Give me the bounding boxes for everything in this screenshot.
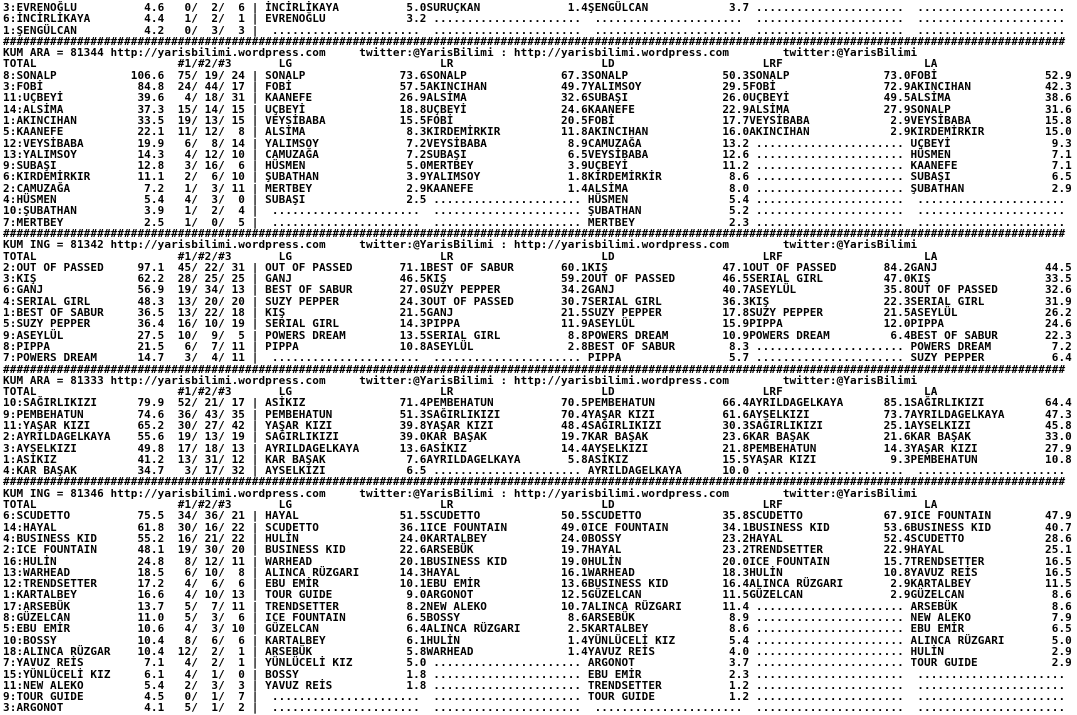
separator-line: ############################################################################################################################################################## [3,475,1066,489]
table-row: 2:CAMUZAĞA 7.2 1/ 3/ 11 | MERTBEY 2.9KAANEFE 1.4ALSİMA 8.0 ...................... ŞUBATHAN 2.9 [3,181,1072,195]
table-row: 11:YAŞAR KIZI 65.2 30/ 27/ 42 | YAŞAR KIZI 39.8YAŞAR KIZI 48.4SAĞIRLIKIZI 30.3SAĞIRLIKIZI 25.1AYSELKIZI 45.8 [3,418,1072,432]
table-row: 11:UÇBEYİ 39.6 4/ 18/ 31 | KAANEFE 26.9ALSİMA 32.6SUBAŞI 26.0UÇBEYİ 49.5ALSİMA 38.6 [3,91,1072,105]
table-row: 4:HÜSMEN 5.4 4/ 3/ 0 | SUBAŞI 2.5 ...................... HÜSMEN 5.4 ...................... ...................... [3,193,1072,207]
separator-line: ############################################################################################################################################################## [3,362,1066,376]
table-row: 16:HULİN 24.8 8/ 12/ 11 | WARHEAD 20.1BUSINESS KID 19.0HULİN 20.0ICE FOUNTAIN 15.7TRENDSETTER 16.5 [3,554,1072,568]
table-row: 11:NEW ALEKO 5.4 2/ 3/ 3 | YAVUZ REİS 1.8 ...................... TRENDSETTER 1.2 ...................... ...................... [3,678,1072,692]
block-title: KUM ING = 81342 http://yarisbilimi.wordpress.com twitter:@YarisBilimi : http://yarisbilimi.wordpress.com twitter:@YarisBilimi [3,238,918,252]
table-row: 2:ICE FOUNTAIN 48.1 19/ 30/ 20 | BUSINESS KID 22.6ARSEBÜK 19.7HAYAL 23.2TRENDSETTER 22.9HAYAL 25.1 [3,543,1072,557]
table-row: 3:AYSELKIZI 49.8 17/ 18/ 13 | AYRILDAGELKAYA 13.6ASİKIZ 14.4AYSELKIZI 21.8PEMBEHATUN 14.3YAŞAR KIZI 27.9 [3,441,1072,455]
table-row: 1:KARTALBEY 16.6 4/ 10/ 13 | TOUR GUIDE 9.0ARGONOT 12.5GÜZELCAN 11.5GÜZELCAN 2.9GÜZELCAN 8.6 [3,588,1072,602]
table-row: 14:ALSİMA 37.3 15/ 14/ 15 | UÇBEYİ 18.8UÇBEYİ 24.6KAANEFE 22.9ALSİMA 27.9SONALP 31.6 [3,102,1072,116]
block-title: KUM ING = 81346 http://yarisbilimi.wordpress.com twitter:@YarisBilimi : http://yarisbilimi.wordpress.com twitter:@YarisBilimi [3,486,918,500]
table-row: 10:ŞUBATHAN 3.9 1/ 2/ 4 | ...................... ...................... ŞUBATHAN 5.2 ...................... ...................... [3,204,1072,218]
table-row: 7:MERTBEY 2.5 1/ 0/ 5 | ...................... ...................... MERTBEY 2.3 ...................... ...................... [3,215,1072,229]
table-row: 6:İNCİRLİKAYA 4.4 1/ 2/ 1 | EVRENOĞLU 3.2 ...................... ...................... ...................... ...................... [3,12,1072,26]
table-row: 1:ASİKIZ 41.2 13/ 31/ 12 | KAR BAŞAK 7.6AYRILDAGELKAYA 5.8ASİKIZ 15.5YAŞAR KIZI 9.3PEMBEHATUN 10.8 [3,452,1072,466]
table-row: 10:BOSSY 10.4 8/ 6/ 6 | KARTALBEY 6.1HULİN 1.4YÜNLÜCELİ KIZ 5.4 ...................... ALINCA RÜZGARI 5.0 [3,633,1072,647]
table-row: 3:EVRENOĞLU 4.6 0/ 2/ 6 | İNCİRLİKAYA 5.0SURUÇKAN 1.4ŞENGÜLCAN 3.7 ...................... ...................... [3,1,1072,14]
table-row: 12:TRENDSETTER 17.2 4/ 6/ 6 | EBU EMİR 10.1EBU EMİR 13.6BUSINESS KID 16.4ALINCA RÜZGARI 2.9KARTALBEY 11.5 [3,577,1072,591]
column-header-line: TOTAL #1/#2/#3 LG LR LD LRF LA [3,498,938,512]
table-row: 5:EBU EMİR 10.6 4/ 3/ 10 | GÜZELCAN 6.4ALINCA RÜZGARI 2.5KARTALBEY 8.6 ...................... EBU EMİR 6.5 [3,622,1072,636]
table-row: 9:SUBAŞI 12.8 3/ 16/ 6 | HÜSMEN 5.0MERTBEY 3.9UÇBEYİ 11.2 ...................... KAANEFE 7.1 [3,159,1072,173]
separator-line: ############################################################################################################################################################## [3,226,1066,240]
table-row: 3:ARGONOT 4.1 5/ 1/ 2 | ...................... ...................... ...................... ...................... ...................... [3,701,1072,715]
table-row: 12:VEYSİBABA 19.9 6/ 8/ 14 | YALIMSOY 7.2VEYSİBABA 8.9CAMUZAĞA 13.2 ...................... UÇBEYİ 9.3 [3,136,1072,150]
table-row: 1:BEST OF SABUR 36.5 13/ 22/ 18 | KIŞ 21.5GANJ 21.5SUZY PEPPER 17.8SUZY PEPPER 21.5ASEYLÜL 26.2 [3,306,1072,320]
column-header-line: TOTAL #1/#2/#3 LG LR LD LRF LA [3,385,938,399]
table-row: 1:ŞENGÜLCAN 4.2 0/ 3/ 3 | ...................... ...................... ...................... ...................... ...................... [3,23,1072,37]
table-row: 2:OUT OF PASSED 97.1 45/ 22/ 31 | OUT OF PASSED 71.1BEST OF SABUR 60.1KIŞ 47.1OUT OF PASSED 84.2GANJ 44.5 [3,260,1072,274]
table-row: 14:HAYAL 61.8 30/ 16/ 22 | SCUDETTO 36.1ICE FOUNTAIN 49.0ICE FOUNTAIN 34.1BUSINESS KID 53.6BUSINESS KID 40.7 [3,520,1072,534]
table-row: 6:GANJ 56.9 19/ 34/ 13 | BEST OF SABUR 27.0SUZY PEPPER 34.2GANJ 40.7ASEYLÜL 35.8OUT OF PASSED 32.6 [3,283,1072,297]
separator-line: ############################################################################################################################################################## [3,34,1066,48]
table-row: 13:YALIMSOY 14.3 4/ 12/ 10 | CAMUZAĞA 7.2SUBAŞI 6.5VEYSİBABA 12.6 ...................... HÜSMEN 7.1 [3,147,1072,161]
table-row: 10:SAĞIRLIKIZI 79.9 52/ 21/ 17 | ASİKIZ 71.4PEMBEHATUN 70.5PEMBEHATUN 66.4AYRILDAGELKAYA 85.1SAĞIRLIKIZI 64.4 [3,396,1072,410]
table-row: 9:PEMBEHATUN 74.6 36/ 43/ 35 | PEMBEHATUN 51.3SAĞIRLIKIZI 70.4YAŞAR KIZI 61.6AYSELKIZI 73.7AYRILDAGELKAYA 47.3 [3,407,1072,421]
table-row: 3:KIŞ 62.2 28/ 25/ 25 | GANJ 46.5KIŞ 59.2OUT OF PASSED 46.5SERIAL GIRL 47.0KIŞ 33.5 [3,272,1072,286]
table-row: 17:ARSEBÜK 13.7 5/ 7/ 11 | TRENDSETTER 8.2NEW ALEKO 10.7ALINCA RÜZGARI 11.4 ...................... ARSEBÜK 8.6 [3,599,1072,613]
table-row: 4:SERIAL GIRL 48.3 13/ 20/ 20 | SUZY PEPPER 24.3OUT OF PASSED 30.7SERIAL GIRL 36.3KIŞ 22.3SERIAL GIRL 31.9 [3,294,1072,308]
table-row: 4:KAR BAŞAK 34.7 3/ 17/ 32 | AYSELKIZI 6.5 ...................... AYRILDAGELKAYA 10.0 ...................... ...................... [3,464,1072,478]
table-row: 8:SONALP 106.6 75/ 19/ 24 | SONALP 73.6SONALP 67.3SONALP 50.3SONALP 73.0FOBİ 52.9 [3,68,1072,82]
table-row: 3:FOBİ 84.8 24/ 44/ 17 | FOBİ 57.5AKINCIHAN 49.7YALIMSOY 29.5FOBİ 72.9AKINCIHAN 42.3 [3,80,1072,94]
table-row: 4:BUSINESS KID 55.2 16/ 21/ 22 | HULİN 24.0KARTALBEY 24.0BOSSY 23.2HAYAL 52.4SCUDETTO 28.6 [3,531,1072,545]
table-row: 2:AYRILDAGELKAYA 55.6 19/ 13/ 19 | SAĞIRLIKIZI 39.0KAR BAŞAK 19.7KAR BAŞAK 23.6KAR BAŞAK 21.6KAR BAŞAK 33.0 [3,430,1072,444]
table-row: 6:SCUDETTO 75.5 34/ 36/ 21 | HAYAL 51.5SCUDETTO 50.5SCUDETTO 35.8SCUDETTO 67.9ICE FOUNTAIN 47.9 [3,509,1072,523]
block-title: KUM ARA = 81333 http://yarisbilimi.wordpress.com twitter:@YarisBilimi : http://yarisbilimi.wordpress.com twitter:@YarisBilimi [3,373,918,387]
table-row: 5:SUZY PEPPER 36.4 16/ 10/ 19 | SERIAL GIRL 14.3PIPPA 11.9ASEYLÜL 15.9PIPPA 12.0PIPPA 24.6 [3,317,1072,331]
table-row: 15:YÜNLÜCELİ KIZ 6.1 4/ 1/ 0 | BOSSY 1.8 ...................... EBU EMİR 2.3 ...................... ...................... [3,667,1072,681]
table-row: 18:ALINCA RÜZGAR 10.4 12/ 2/ 1 | ARSEBÜK 5.8WARHEAD 1.4YAVUZ REİS 4.0 ...................... HULİN 2.9 [3,644,1072,658]
table-row: 1:AKINCIHAN 33.5 19/ 13/ 15 | VEYSİBABA 15.5FOBİ 20.5FOBİ 17.7VEYSİBABA 2.9VEYSİBABA 15.8 [3,113,1072,127]
block-title: KUM ARA = 81344 http://yarisbilimi.wordpress.com twitter:@YarisBilimi : http://yarisbilimi.wordpress.com twitter:@YarisBilimi [3,46,918,60]
table-row: 8:GÜZELCAN 11.0 5/ 3/ 6 | ICE FOUNTAIN 6.5BOSSY 8.6ARSEBÜK 8.9 ...................... NEW ALEKO 7.9 [3,611,1072,625]
table-row: 9:TOUR GUIDE 4.5 0/ 1/ 7 | ...................... ...................... TOUR GUIDE 1.2 ...................... ...................... [3,690,1072,704]
table-row: 8:PIPPA 21.5 6/ 7/ 11 | PIPPA 10.8ASEYLÜL 2.8BEST OF SABUR 8.3 ...................... POWERS DREAM 7.2 [3,339,1072,353]
table-row: 7:POWERS DREAM 14.7 3/ 4/ 11 | ...................... ...................... PIPPA 5.7 ...................... SUZY PEPPER 6.4 [3,351,1072,365]
column-header-line: TOTAL #1/#2/#3 LG LR LD LRF LA [3,249,938,263]
table-row: 7:YAVUZ REİS 7.1 4/ 2/ 1 | YÜNLÜCELİ KIZ 5.0 ...................... ARGONOT 3.7 ...................... TOUR GUIDE 2.9 [3,656,1072,670]
table-row: 5:KAANEFE 22.1 11/ 12/ 8 | ALSİMA 8.3KIRDEMİRKIR 11.8AKINCIHAN 16.0AKINCIHAN 2.9KIRDEMİRKIR 15.0 [3,125,1072,139]
table-row: 13:WARHEAD 18.5 6/ 10/ 8 | ALINCA RÜZGARI 14.3HAYAL 16.1WARHEAD 18.3HULİN 10.8YAVUZ REİS 16.5 [3,565,1072,579]
table-row: 9:ASEYLÜL 27.5 10/ 9/ 5 | POWERS DREAM 13.5SERIAL GIRL 8.8POWERS DREAM 10.9POWERS DREAM 6.4BEST OF SABUR 22.3 [3,328,1072,342]
table-row: 6:KIRDEMİRKIR 11.1 2/ 6/ 10 | ŞUBATHAN 3.9YALIMSOY 1.8KİRDEMİRKİR 8.6 ...................... SUBAŞI 6.5 [3,170,1072,184]
column-header-line: TOTAL #1/#2/#3 LG LR LD LRF LA [3,57,938,71]
